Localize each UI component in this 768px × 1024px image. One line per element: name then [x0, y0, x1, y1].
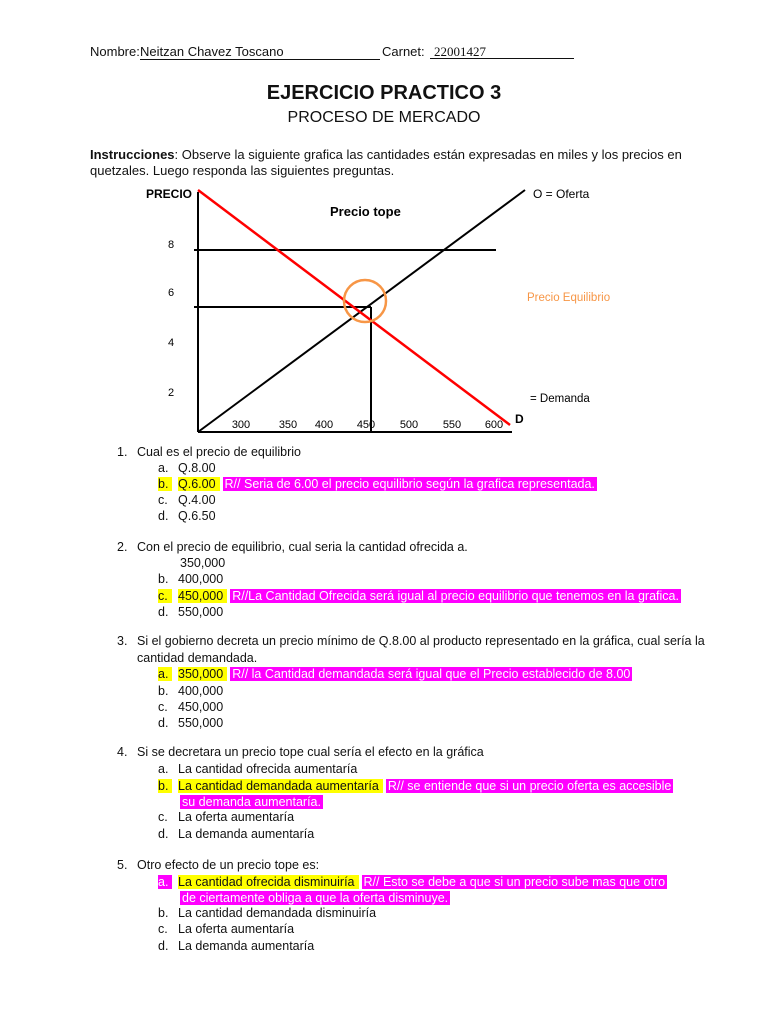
- question-number: 4.: [117, 745, 128, 759]
- page-title: EJERCICIO PRACTICO 3: [266, 82, 502, 104]
- option-letter: c.: [158, 922, 168, 936]
- option-answer: R// la Cantidad demandada será igual que el Precio establecido de 8.00: [232, 667, 631, 681]
- equilibrium-annotation: Precio Equilibrio: [527, 292, 611, 304]
- x-tick-label: 450: [356, 419, 376, 431]
- name-value: Neitzan Chavez Toscano: [140, 44, 380, 60]
- option-letter: b.: [158, 477, 172, 491]
- y-tick-label: 4: [168, 337, 175, 349]
- option-letter: c.: [158, 493, 168, 507]
- question-number: 5.: [117, 858, 128, 872]
- option-text: Q.8.00: [178, 461, 216, 475]
- question-number: 3.: [117, 634, 128, 648]
- option-letter: d.: [158, 509, 169, 523]
- option-letter: d.: [158, 605, 169, 619]
- question-text: Cual es el precio de equilibrio: [137, 445, 301, 459]
- option-text: La cantidad demandada aumentaría: [178, 779, 383, 793]
- option-text: La demanda aumentaría: [178, 939, 315, 953]
- carnet-value: 22001427: [430, 44, 574, 59]
- x-tick-label: 600: [484, 419, 504, 431]
- option-text: 350,000: [178, 667, 227, 681]
- option-letter: a.: [158, 461, 169, 475]
- option-text: 400,000: [178, 684, 224, 698]
- option-letter: b.: [158, 684, 169, 698]
- demand-end-label: D: [515, 412, 524, 426]
- chart-title: Precio tope: [330, 204, 401, 219]
- option-answer: R// se entiende que si un precio oferta es accesible: [387, 779, 672, 793]
- option-letter: b.: [158, 906, 169, 920]
- option-letter: d.: [158, 939, 169, 953]
- x-tick-label: 350: [278, 419, 298, 431]
- supply-legend: O = Oferta: [533, 187, 590, 201]
- question-text: cantidad demandada.: [137, 651, 258, 665]
- instructions-label: Instrucciones: [90, 147, 175, 162]
- market-chart: [140, 180, 611, 435]
- option-letter: a.: [158, 875, 172, 889]
- student-header: [90, 44, 574, 62]
- option-text: La cantidad ofrecida disminuiría: [178, 875, 359, 889]
- instructions-text: : Observe la siguiente grafica las cantidades están expresadas en miles y los precios en quetzales. Luego responda las siguientes preguntas.: [90, 147, 682, 178]
- y-tick-label: 6: [168, 287, 175, 299]
- option-answer: R// Seria de 6.00 el precio equilibrio según la grafica representada.: [224, 477, 595, 491]
- y-axis-label: PRECIO: [146, 187, 193, 201]
- option-letter: d.: [158, 827, 169, 841]
- name-label: Nombre:: [90, 44, 140, 59]
- option-text: La cantidad demandada disminuiría: [178, 906, 377, 920]
- option-answer: R//La Cantidad Ofrecida será igual al precio equilibrio que tenemos en la grafica.: [232, 589, 679, 603]
- page-subtitle: PROCESO DE MERCADO: [287, 109, 481, 126]
- option-text: 550,000: [178, 605, 224, 619]
- demand-legend: = Demanda: [530, 393, 590, 405]
- question-text: Con el precio de equilibrio, cual seria la cantidad ofrecida a.: [137, 540, 468, 554]
- option-answer-cont: de ciertamente obliga a que la oferta disminuye.: [182, 891, 449, 905]
- y-tick-label: 2: [168, 387, 175, 399]
- option-letter: a.: [158, 667, 172, 681]
- option-text: La cantidad ofrecida aumentaría: [178, 762, 358, 776]
- option-text: Q.6.00: [178, 477, 220, 491]
- option-text: 450,000: [178, 589, 227, 603]
- option-text: 450,000: [178, 700, 224, 714]
- y-tick-label: 8: [168, 239, 175, 251]
- option-letter: c.: [158, 810, 168, 824]
- option-text: 350,000: [180, 556, 226, 570]
- option-answer: R// Esto se debe a que si un precio sube mas que otro: [363, 875, 666, 889]
- option-letter: a.: [158, 762, 169, 776]
- option-text: La oferta aumentaría: [178, 922, 295, 936]
- carnet-label: Carnet:: [382, 44, 425, 59]
- option-text: 400,000: [178, 572, 224, 586]
- question-text: Otro efecto de un precio tope es:: [137, 858, 320, 872]
- option-letter: c.: [158, 700, 168, 714]
- x-tick-label: 400: [314, 419, 334, 431]
- instructions: [90, 147, 690, 179]
- option-text: La oferta aumentaría: [178, 810, 295, 824]
- option-text: Q.6.50: [178, 509, 216, 523]
- option-text: 550,000: [178, 716, 224, 730]
- x-tick-label: 500: [399, 419, 419, 431]
- question-text: Si se decretara un precio tope cual sería el efecto en la gráfica: [137, 745, 484, 759]
- option-answer-cont: su demanda aumentaría.: [182, 795, 321, 809]
- x-tick-label: 300: [231, 419, 251, 431]
- question-number: 1.: [117, 445, 128, 459]
- x-tick-label: 550: [442, 419, 462, 431]
- option-text: Q.4.00: [178, 493, 216, 507]
- option-letter: b.: [158, 779, 172, 793]
- option-text: La demanda aumentaría: [178, 827, 315, 841]
- question-text: Si el gobierno decreta un precio mínimo de Q.8.00 al producto representado en la gráfica, cual sería la: [137, 634, 705, 648]
- option-letter: c.: [158, 589, 172, 603]
- option-letter: d.: [158, 716, 169, 730]
- option-letter: b.: [158, 572, 169, 586]
- question-number: 2.: [117, 540, 128, 554]
